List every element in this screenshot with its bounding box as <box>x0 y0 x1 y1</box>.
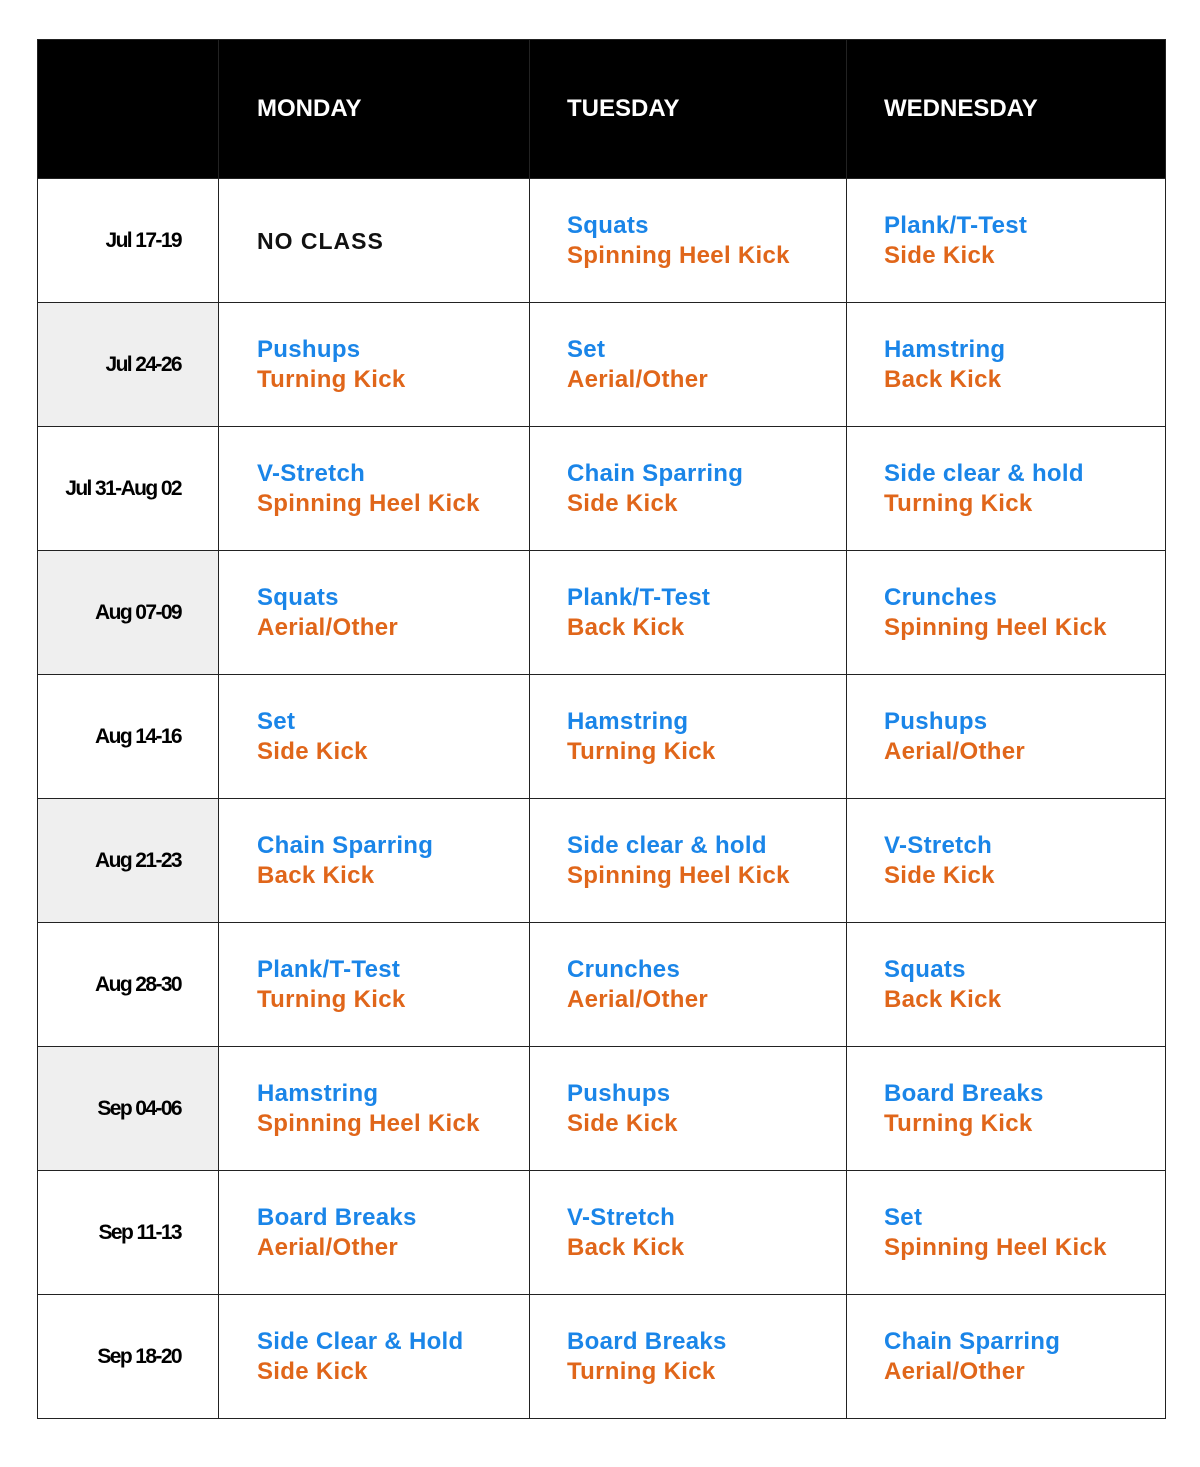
kick-label: Turning Kick <box>567 737 716 765</box>
tuesday-activity-cell <box>530 1171 847 1295</box>
exercise-label: Pushups <box>884 707 988 735</box>
monday-activity-cell <box>219 179 530 303</box>
schedule-row <box>38 551 1166 675</box>
kick-label: Side Kick <box>257 737 368 765</box>
tuesday-activity-cell <box>530 1295 847 1419</box>
kick-label: Turning Kick <box>257 365 406 393</box>
monday-activity-cell <box>219 675 530 799</box>
kick-label: Back Kick <box>884 985 1002 1013</box>
kick-label: Spinning Heel Kick <box>567 861 790 889</box>
kick-label: Aerial/Other <box>567 365 708 393</box>
kick-label: Spinning Heel Kick <box>257 1109 480 1137</box>
exercise-label: Crunches <box>884 583 998 611</box>
monday-activity-cell <box>219 303 530 427</box>
exercise-label: Side clear & hold <box>884 459 1084 487</box>
kick-label: Side Kick <box>884 241 995 269</box>
header-wednesday: WEDNESDAY <box>847 40 1166 179</box>
schedule-row <box>38 427 1166 551</box>
schedule-row <box>38 1171 1166 1295</box>
week-date-range: Aug 14-16 <box>38 675 219 799</box>
exercise-label: Board Breaks <box>257 1203 417 1231</box>
schedule-row <box>38 303 1166 427</box>
week-date-range: Jul 24-26 <box>38 303 219 427</box>
monday-activity-cell <box>219 1295 530 1419</box>
week-date-range: Aug 21-23 <box>38 799 219 923</box>
exercise-label: Squats <box>884 955 966 983</box>
kick-label: Aerial/Other <box>884 737 1025 765</box>
exercise-label: V-Stretch <box>567 1203 676 1231</box>
exercise-label: Chain Sparring <box>884 1327 1061 1355</box>
kick-label: Aerial/Other <box>257 613 398 641</box>
exercise-label: Hamstring <box>257 1079 379 1107</box>
exercise-label: Board Breaks <box>567 1327 727 1355</box>
monday-activity-cell <box>219 1047 530 1171</box>
header-tuesday: TUESDAY <box>530 40 847 179</box>
kick-label: Spinning Heel Kick <box>884 613 1107 641</box>
header-corner-cell <box>38 40 219 179</box>
schedule-row <box>38 1047 1166 1171</box>
week-date-range: Aug 28-30 <box>38 923 219 1047</box>
kick-label: Side Kick <box>884 861 995 889</box>
exercise-label: Plank/T-Test <box>567 583 711 611</box>
week-date-range: Jul 31-Aug 02 <box>38 427 219 551</box>
wednesday-activity-cell <box>847 303 1166 427</box>
kick-label: Back Kick <box>884 365 1002 393</box>
kick-label: Aerial/Other <box>884 1357 1025 1385</box>
kick-label: Turning Kick <box>257 985 406 1013</box>
exercise-label: Set <box>884 1203 923 1231</box>
wednesday-activity-cell <box>847 1171 1166 1295</box>
week-date-range: Jul 17-19 <box>38 179 219 303</box>
class-schedule-table <box>37 39 1166 1419</box>
exercise-label: Plank/T-Test <box>884 211 1028 239</box>
tuesday-activity-cell <box>530 551 847 675</box>
monday-activity-cell <box>219 1171 530 1295</box>
wednesday-activity-cell <box>847 675 1166 799</box>
kick-label: Back Kick <box>567 1233 685 1261</box>
week-date-range: Sep 11-13 <box>38 1171 219 1295</box>
exercise-label: Hamstring <box>567 707 689 735</box>
kick-label: Turning Kick <box>884 489 1033 517</box>
exercise-label: Set <box>567 335 606 363</box>
tuesday-activity-cell <box>530 923 847 1047</box>
exercise-label: Crunches <box>567 955 681 983</box>
wednesday-activity-cell <box>847 551 1166 675</box>
header-row <box>38 40 1166 179</box>
exercise-label: Side Clear & Hold <box>257 1327 464 1355</box>
wednesday-activity-cell <box>847 1295 1166 1419</box>
header-monday: MONDAY <box>219 40 530 179</box>
wednesday-activity-cell <box>847 179 1166 303</box>
wednesday-activity-cell <box>847 1047 1166 1171</box>
kick-label: Back Kick <box>567 613 685 641</box>
exercise-label: Chain Sparring <box>257 831 434 859</box>
tuesday-activity-cell <box>530 303 847 427</box>
exercise-label: Board Breaks <box>884 1079 1044 1107</box>
monday-activity-cell <box>219 923 530 1047</box>
exercise-label: Side clear & hold <box>567 831 767 859</box>
exercise-label: Pushups <box>567 1079 671 1107</box>
schedule-row <box>38 799 1166 923</box>
schedule-row <box>38 923 1166 1047</box>
week-date-range: Sep 18-20 <box>38 1295 219 1419</box>
schedule-body <box>38 179 1166 1419</box>
schedule-row <box>38 675 1166 799</box>
exercise-label: Squats <box>567 211 649 239</box>
kick-label: Aerial/Other <box>257 1233 398 1261</box>
exercise-label: Chain Sparring <box>567 459 744 487</box>
exercise-label: V-Stretch <box>884 831 993 859</box>
tuesday-activity-cell <box>530 179 847 303</box>
schedule-row <box>38 1295 1166 1419</box>
no-class-label: NO CLASS <box>257 227 384 254</box>
kick-label: Side Kick <box>567 1109 678 1137</box>
wednesday-activity-cell <box>847 923 1166 1047</box>
exercise-label: Plank/T-Test <box>257 955 401 983</box>
kick-label: Side Kick <box>257 1357 368 1385</box>
exercise-label: Squats <box>257 583 339 611</box>
monday-activity-cell <box>219 799 530 923</box>
kick-label: Spinning Heel Kick <box>567 241 790 269</box>
kick-label: Turning Kick <box>884 1109 1033 1137</box>
kick-label: Side Kick <box>567 489 678 517</box>
exercise-label: V-Stretch <box>257 459 366 487</box>
schedule-header <box>38 40 1166 179</box>
exercise-label: Pushups <box>257 335 361 363</box>
kick-label: Spinning Heel Kick <box>257 489 480 517</box>
tuesday-activity-cell <box>530 1047 847 1171</box>
monday-activity-cell <box>219 551 530 675</box>
tuesday-activity-cell <box>530 427 847 551</box>
exercise-label: Set <box>257 707 296 735</box>
wednesday-activity-cell <box>847 799 1166 923</box>
kick-label: Spinning Heel Kick <box>884 1233 1107 1261</box>
monday-activity-cell <box>219 427 530 551</box>
kick-label: Back Kick <box>257 861 375 889</box>
week-date-range: Sep 04-06 <box>38 1047 219 1171</box>
wednesday-activity-cell <box>847 427 1166 551</box>
exercise-label: Hamstring <box>884 335 1006 363</box>
kick-label: Turning Kick <box>567 1357 716 1385</box>
week-date-range: Aug 07-09 <box>38 551 219 675</box>
tuesday-activity-cell <box>530 799 847 923</box>
schedule-row <box>38 179 1166 303</box>
tuesday-activity-cell <box>530 675 847 799</box>
kick-label: Aerial/Other <box>567 985 708 1013</box>
